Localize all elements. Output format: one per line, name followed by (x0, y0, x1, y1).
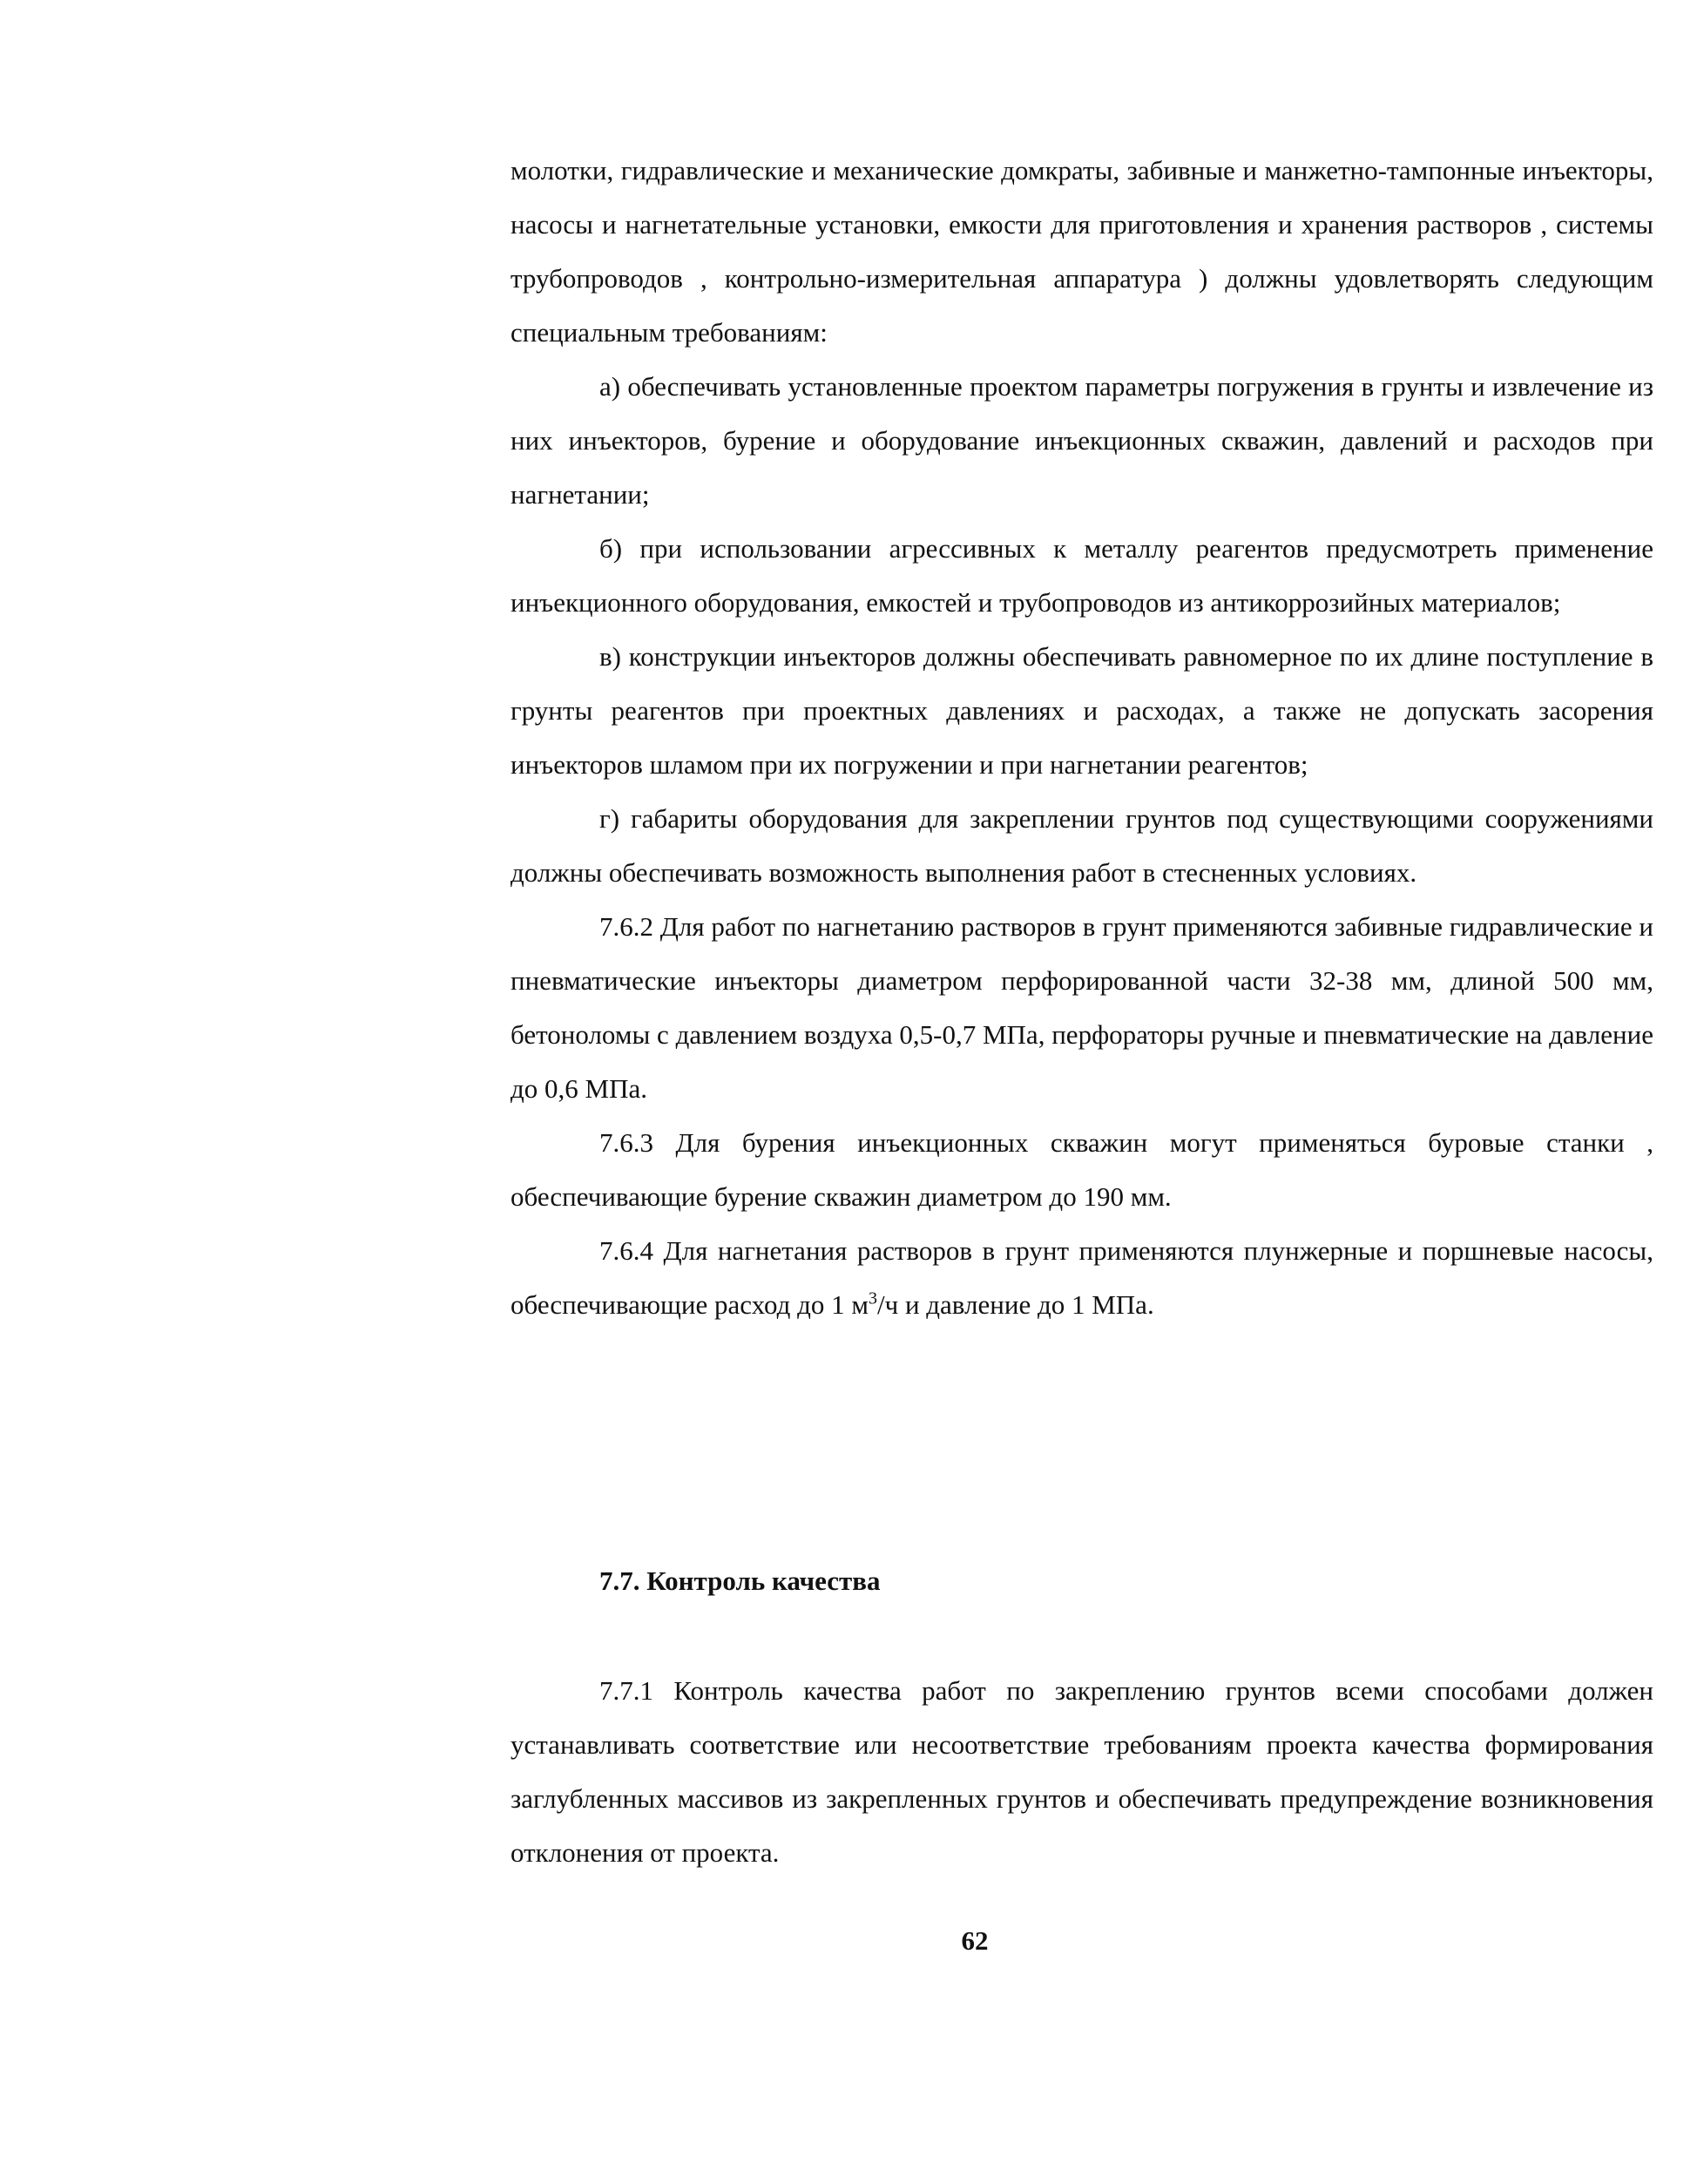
paragraph-7-6-2: 7.6.2 Для работ по нагнетанию растворов в грунт применяются забивные гидравлические и пневматические инъекторы диаметром перфорированной части 32-38 мм, длиной 500 мм, бетоноломы с давлением воздуха 0,5-0,7 МПа, перфораторы ручные и пневматические на давление до 0,6 МПа. (510, 911, 1653, 1104)
superscript-cubic: 3 (868, 1288, 877, 1308)
paragraph-7-7-1: 7.7.1 Контроль качества работ по закреплению грунтов всеми способами должен устанавливать соответствие или несоответствие требованиям проекта качества формирования заглубленных массивов из закрепленных грунтов и обеспечивать предупреждение возникновения отклонения от проекта. (510, 1675, 1653, 1868)
paragraph-item-g: г) габариты оборудования для закреплении грунтов под существующими сооружениями должны обеспечивать возможность выполнения работ в стесненных условиях. (510, 803, 1653, 888)
paragraph-equipment-requirements: молотки, гидравлические и механические домкраты, забивные и манжетно-тампонные инъекторы, насосы и нагнетательные установки, емкости для приготовления и хранения растворов , системы трубопроводов , контрольно-измерительная аппаратура ) должны удовлетворять следующим специальным требованиям: (510, 155, 1653, 348)
page-number: 62 (961, 1925, 989, 1956)
paragraph-7-6-4-text: 7.6.4 Для нагнетания растворов в грунт применяются плунжерные и поршневые насосы, обеспечивающие расход до 1 м (510, 1235, 1653, 1320)
section-heading-7-7: 7.7. Контроль качества (599, 1565, 881, 1596)
paragraph-7-6-4-tail: /ч и давление до 1 МПа. (876, 1289, 1154, 1320)
paragraph-item-v: в) конструкции инъекторов должны обеспечивать равномерное по их длине поступление в грунты реагентов при проектных давлениях и расходах, а также не допускать засорения инъекторов шламом при их погружении и при нагнетании реагентов; (510, 641, 1653, 780)
paragraph-7-6-4 (510, 1224, 1653, 1332)
paragraph-7-6-3: 7.6.3 Для бурения инъекционных скважин могут применяться буровые станки , обеспечивающие бурение скважин диаметром до 190 мм. (510, 1127, 1653, 1212)
paragraph-item-a: а) обеспечивать установленные проектом параметры погружения в грунты и извлечение из них инъекторов, бурение и оборудование инъекционных скважин, давлений и расходов при нагнетании; (510, 371, 1653, 510)
paragraph-item-b: б) при использовании агрессивных к металлу реагентов предусмотреть применение инъекционного оборудования, емкостей и трубопроводов из антикоррозийных материалов; (510, 533, 1653, 618)
section-7-7-body (510, 1664, 1653, 1880)
section-7-6-body (510, 144, 1653, 1332)
